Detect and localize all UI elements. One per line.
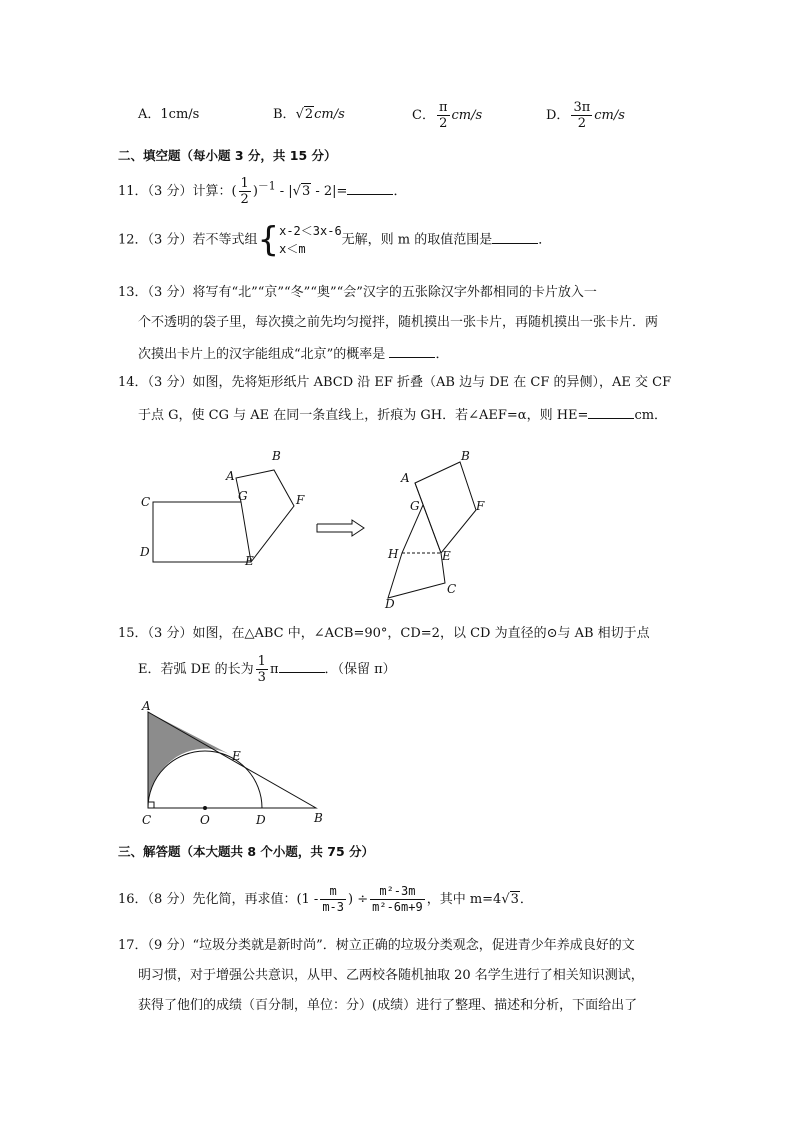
label-d: D [140,545,150,559]
question-13-line-2: 个不透明的袋子里，每次摸之前先均匀搅拌，随机摸出一张卡片，再随机摸出一张卡片．两 [138,315,659,330]
question-15-line-1: 15．（3 分）如图，在△ABC 中，∠ACB=90°，CD=2，以 CD 为直径的⊙与 AB 相切于点 [118,626,650,641]
answer-blank [347,180,393,195]
question-16: 16．（8 分）先化简，再求值：(1 - $\frac{m}{m-3}$ ) ÷ $\frac{\text{m²-3m}}{\text{m²-6m+9}}$ ，其中 m=4√3． [118,884,533,914]
label-a: A [142,699,151,713]
question-13-line-1: 13．（3 分）将写有“北”“京”“冬”“奥”“会”汉字的五张除汉字外都相同的卡片放入一 [118,285,597,300]
fraction: $\frac{\pi}{2}$ [438,100,448,131]
triangle-semicircle-figure [138,698,338,830]
shaded-region [148,712,233,806]
rectangle-cdeg [153,502,251,562]
fold-figure-after [368,440,508,610]
fraction: $\frac{1}{2}$ [240,176,249,207]
option-d: D． $\frac{3\pi}{2}$ cm/s [546,100,625,131]
label-g: G [238,489,248,503]
question-14-line-1: 14．（3 分）如图，先将矩形纸片 ABCD 沿 EF 折叠（AB 边与 DE 在 CF 的异侧），AE 交 CF [118,375,672,390]
option-b: B．√2cm/s [273,107,345,122]
label-a: A [401,471,410,485]
fraction: $\frac{\text{m²-3m}}{\text{m²-6m+9}}$ [372,884,423,914]
label-f: F [476,499,485,513]
answer-blank [279,658,325,673]
question-15-line-2: E．若弧 DE 的长为 $\frac{1}{3}$ π ．（保留 π） [138,654,396,685]
center-o [203,806,207,810]
question-14-line-2: 于点 G，使 CG 与 AE 在同一条直线上，折痕为 GH．若∠AEF=α，则 HE= cm． [138,404,667,426]
label-b: B [461,449,470,463]
fraction: $\frac{3\pi}{2}$ [573,100,591,131]
question-12: 12．（3 分）若不等式组{ x-2＜3x-6 x＜m 无解，则 m 的取值范围是 ． [118,220,552,260]
label-f: F [296,493,305,507]
label-o: O [200,813,210,827]
section-heading-solutions: 三、解答题（本大题共 8 个小题，共 75 分） [118,844,375,859]
right-angle-mark [148,802,154,808]
answer-blank [588,404,634,419]
label-b: B [314,811,323,825]
transform-arrow-icon [316,518,366,538]
label-c: C [141,495,151,509]
fold-figure-before [138,440,308,575]
option-c: C． $\frac{\pi}{2}$ cm/s [412,100,483,131]
folded-flap [236,470,294,562]
fraction: $\frac{1}{3}$ [257,654,266,685]
label-c: C [142,813,152,827]
label-e: E [442,549,451,563]
section-heading-fill-blank: 二、填空题（每小题 3 分，共 15 分） [118,148,337,163]
inequality-system: x-2＜3x-6 x＜m [279,224,342,256]
label-e: E [245,554,254,568]
left-brace: { [257,220,280,260]
label-h: H [388,547,399,561]
label-c: C [447,582,457,596]
answer-blank [389,343,435,358]
answer-blank [492,229,538,244]
question-17-line-2: 明习惯，对于增强公共意识，从甲、乙两校各随机抽取 20 名学生进行了相关知识测试， [138,968,644,983]
question-17-line-3: 获得了他们的成绩（百分制，单位：分）(成绩）进行了整理、描述和分析，下面给出了 [138,998,638,1013]
label-g: G [410,499,420,513]
question-17-line-1: 17．（9 分）“垃圾分类就是新时尚”．树立正确的垃圾分类观念，促进青少年养成良好的文 [118,938,635,953]
option-a: A．1cm/s [138,107,200,122]
label-e: E [232,749,241,763]
label-a: A [226,469,235,483]
fraction: $\frac{m}{m-3}$ [322,884,345,914]
label-b: B [272,449,281,463]
question-13-line-3: 次摸出卡片上的汉字能组成“北京”的概率是 ． [138,343,448,365]
label-d: D [385,597,395,610]
label-d: D [256,813,266,827]
question-11: 11．（3 分）计算：( $\frac{1}{2}$ )$^{-1}$ - |√3 - 2|= ． [118,176,407,207]
